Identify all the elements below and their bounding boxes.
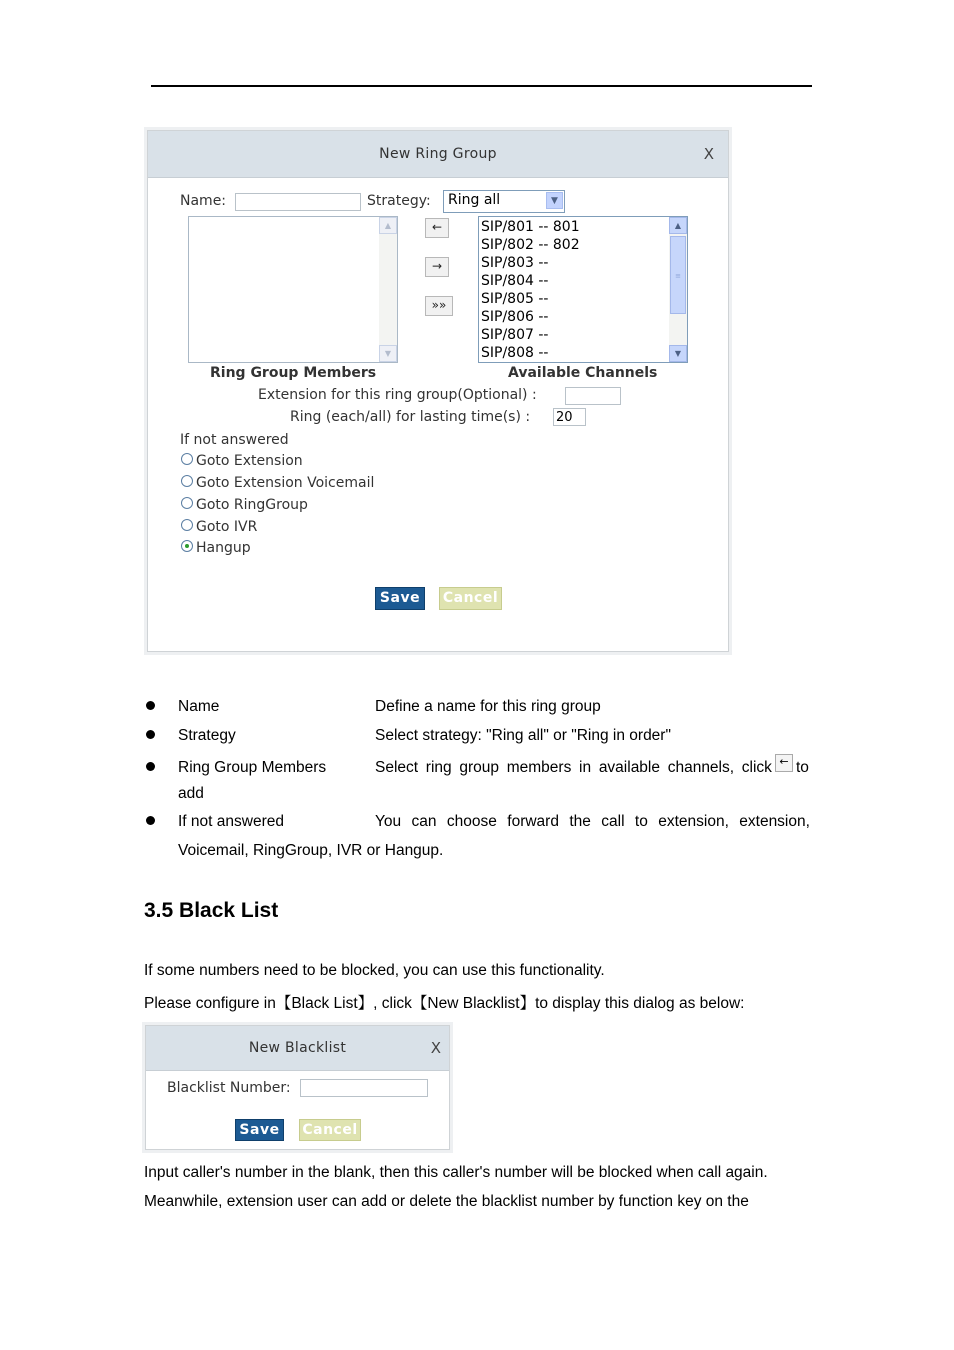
goto-ringgroup-radio[interactable] [181, 497, 193, 509]
word: call [601, 813, 625, 830]
dialog-title: New Ring Group [379, 146, 497, 162]
members-caption: Ring Group Members [210, 365, 377, 381]
left-arrow-icon: ← [775, 754, 793, 772]
word: can [411, 813, 437, 830]
strategy-label: Strategy: [367, 193, 431, 209]
members-scrollbar[interactable] [379, 217, 397, 362]
blacklist-number-label: Blacklist Number: [167, 1080, 291, 1096]
new-blacklist-dialog [145, 1025, 450, 1150]
bullet-term-unanswered: If not answered [178, 813, 284, 830]
bullet-desc-members-cont: add [178, 785, 204, 802]
bullet-term-members: Ring Group Members [178, 759, 327, 776]
dialog-header [146, 1026, 449, 1071]
bullet-desc-unanswered-cont: Voicemail, RingGroup, IVR or Hangup. [178, 842, 444, 859]
blacklist-number-input[interactable] [300, 1079, 428, 1097]
word: extension, [658, 813, 729, 830]
list-item[interactable]: SIP/807 -- [481, 327, 549, 343]
word: extension, [739, 813, 810, 830]
footer-para-1: Input caller's number in the blank, then this caller's number will be blocked when call again. [144, 1164, 768, 1181]
word: group [459, 759, 500, 776]
strategy-select[interactable] [443, 190, 565, 213]
word: the [569, 813, 591, 830]
section-para-2: Please configure in【Black List】, click【New Blacklist】to display this dialog as below: [144, 995, 745, 1012]
word: Select [375, 759, 419, 776]
goto-extension-radio[interactable] [181, 453, 193, 465]
ring-group-members-list[interactable] [188, 216, 398, 363]
word: choose [446, 813, 497, 830]
hangup-radio[interactable] [181, 540, 193, 552]
ring-time-label: Ring (each/all) for lasting time(s) : [290, 409, 531, 425]
hangup-label: Hangup [196, 540, 251, 556]
dialog-title: New Blacklist [248, 1040, 347, 1056]
list-item[interactable]: SIP/802 -- 802 [481, 237, 580, 253]
word: You [375, 813, 402, 830]
bullet-desc-strategy: Select strategy: "Ring all" or "Ring in order" [375, 727, 671, 744]
save-button[interactable]: Save [235, 1119, 284, 1141]
scroll-up-icon[interactable]: ▲ [379, 217, 397, 234]
not-answered-label: If not answered [180, 432, 289, 448]
channel-items [481, 218, 580, 362]
list-item[interactable]: SIP/806 -- [481, 309, 549, 325]
word: channels, [667, 759, 735, 776]
goto-voicemail-radio[interactable] [181, 475, 193, 487]
chevron-down-icon[interactable]: ▼ [546, 192, 563, 209]
ring-time-input[interactable] [553, 408, 586, 426]
goto-ivr-label: Goto IVR [196, 519, 258, 535]
move-right-button[interactable]: → [425, 257, 449, 277]
dialog-header [148, 131, 728, 178]
cancel-button[interactable]: Cancel [439, 587, 502, 610]
bullet-icon [146, 701, 155, 710]
word: members [506, 759, 572, 776]
word: to [634, 813, 648, 830]
close-icon[interactable]: X [703, 145, 714, 163]
list-item[interactable]: SIP/805 -- [481, 291, 549, 307]
goto-ivr-radio[interactable] [181, 519, 193, 531]
move-all-button[interactable]: »» [425, 296, 453, 316]
available-caption: Available Channels [508, 365, 658, 381]
cancel-button[interactable]: Cancel [299, 1119, 361, 1141]
bullet-term-name: Name [178, 698, 220, 715]
goto-ringgroup-label: Goto RingGroup [196, 497, 308, 513]
section-heading: 3.5 Black List [144, 899, 279, 922]
available-channels-list[interactable] [478, 216, 688, 363]
name-input[interactable] [235, 193, 361, 211]
move-left-button[interactable]: ← [425, 218, 449, 238]
name-label: Name: [180, 193, 227, 209]
goto-voicemail-label: Goto Extension Voicemail [196, 475, 375, 491]
new-ring-group-dialog [147, 130, 729, 652]
scroll-down-icon[interactable]: ▼ [379, 345, 397, 362]
scroll-up-icon[interactable]: ▲ [669, 217, 687, 234]
strategy-value: Ring all [448, 192, 501, 208]
section-para-1: If some numbers need to be blocked, you can use this functionality. [144, 962, 605, 979]
scroll-thumb[interactable]: ≡ [670, 236, 686, 314]
bullet-term-strategy: Strategy [178, 727, 236, 744]
bullet-icon [146, 762, 155, 771]
goto-extension-label: Goto Extension [196, 453, 303, 469]
bullet-icon [146, 730, 155, 739]
footer-para-2: Meanwhile, extension user can add or delete the blacklist number by function key on the [144, 1193, 749, 1210]
bullet-desc-name: Define a name for this ring group [375, 698, 601, 715]
close-icon[interactable]: X [430, 1039, 441, 1057]
word: click [741, 759, 772, 776]
save-button[interactable]: Save [375, 587, 425, 610]
bullet-desc-members [375, 759, 772, 777]
list-item[interactable]: SIP/801 -- 801 [481, 219, 580, 235]
bullet-desc-unanswered [375, 813, 810, 831]
extension-input[interactable] [565, 387, 621, 405]
word: in [579, 759, 592, 776]
word: forward [507, 813, 559, 830]
word: available [598, 759, 660, 776]
list-item[interactable]: SIP/804 -- [481, 273, 549, 289]
word: ring [425, 759, 452, 776]
channels-scrollbar[interactable] [669, 217, 687, 362]
list-item[interactable]: SIP/803 -- [481, 255, 549, 271]
extension-label: Extension for this ring group(Optional) : [258, 387, 537, 403]
bullet-icon [146, 816, 155, 825]
bullet-desc-members-to: to [796, 759, 809, 776]
header-rule [151, 85, 812, 87]
list-item[interactable]: SIP/808 -- [481, 345, 549, 361]
scroll-down-icon[interactable]: ▼ [669, 345, 687, 362]
